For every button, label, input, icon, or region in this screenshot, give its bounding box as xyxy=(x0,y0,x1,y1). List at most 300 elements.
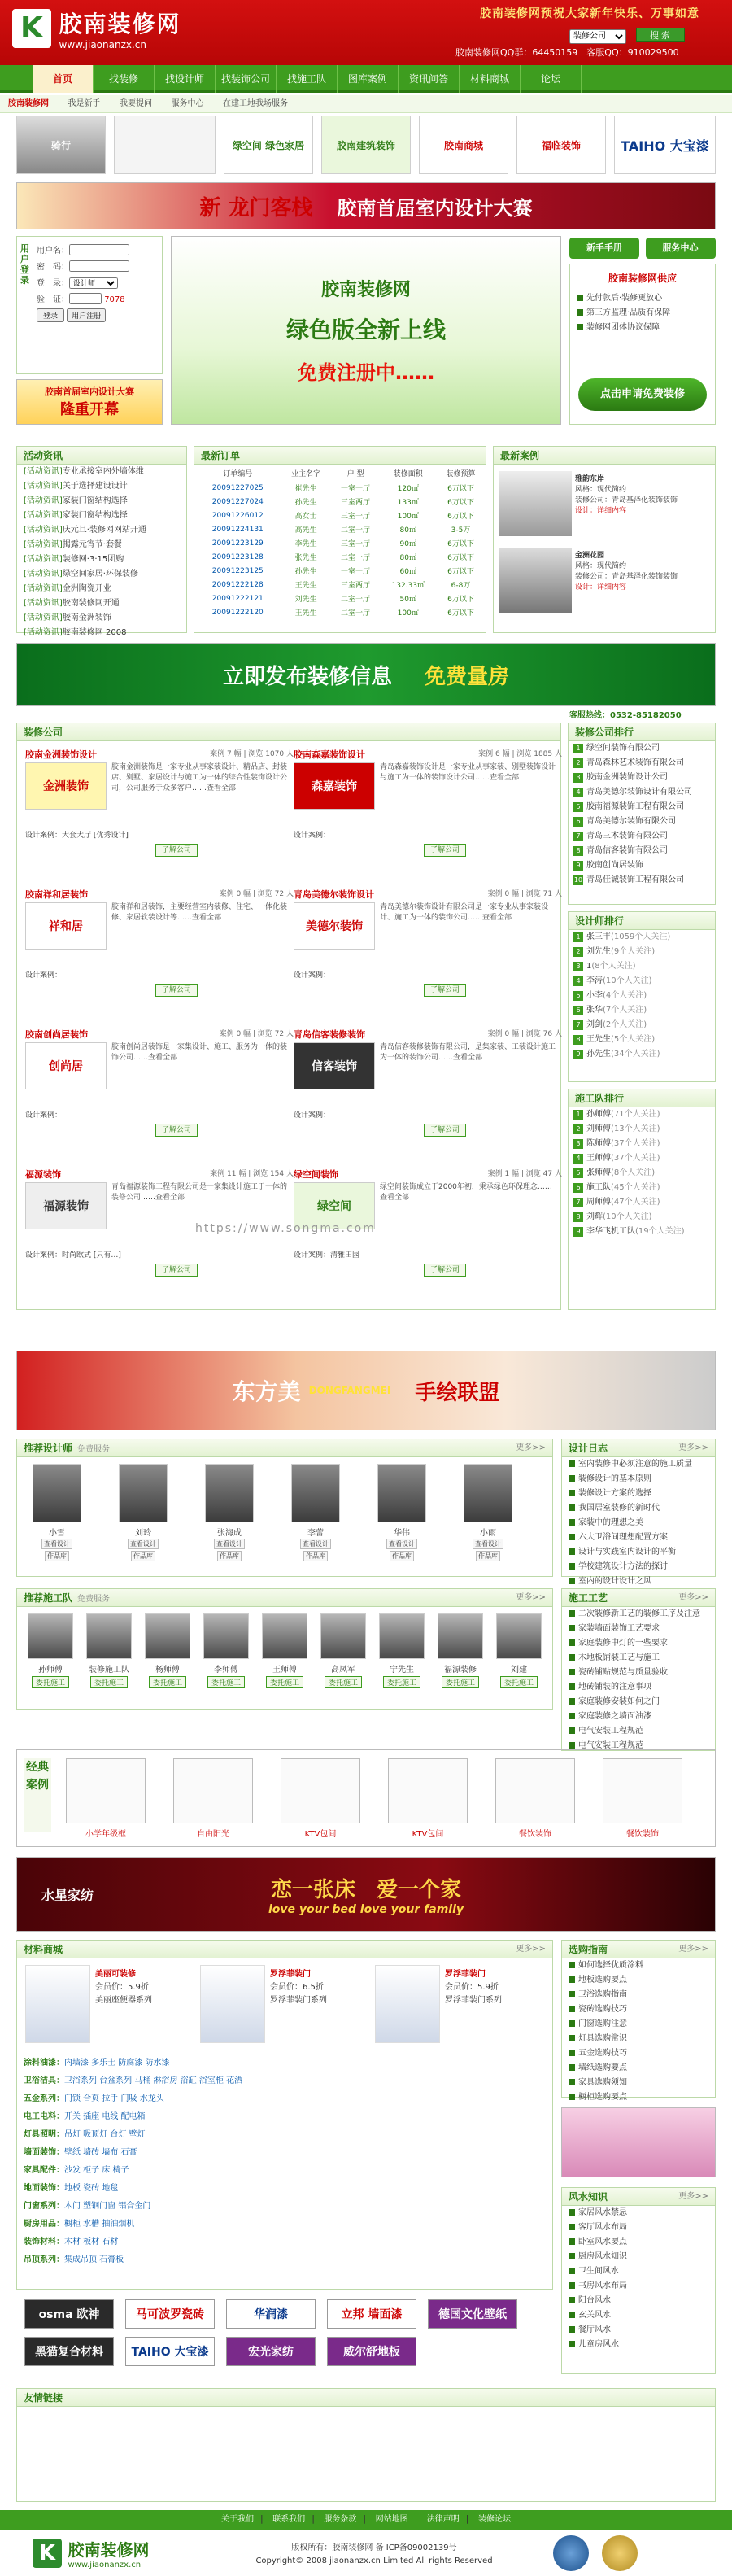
list-item[interactable] xyxy=(562,1607,715,1622)
list-item[interactable] xyxy=(562,1622,715,1636)
footer-link[interactable]: 网站地图 xyxy=(375,2515,408,2524)
firm-logo[interactable]: 美德尔装饰 xyxy=(294,902,375,950)
subnav-item[interactable]: 服务中心 xyxy=(171,99,204,108)
designer-photo[interactable] xyxy=(33,1464,81,1522)
case-caption[interactable]: KTV包间 xyxy=(304,1830,337,1839)
dongfangmei-en: DONGFANGMEI xyxy=(308,1385,391,1396)
list-item[interactable] xyxy=(562,2250,715,2264)
case-image[interactable] xyxy=(173,1758,253,1823)
rank-item[interactable] xyxy=(569,771,715,785)
list-item[interactable] xyxy=(562,2002,715,2017)
list-item[interactable] xyxy=(562,1457,715,1472)
designer-photo[interactable] xyxy=(377,1464,426,1522)
nav-news[interactable]: 资讯问答 xyxy=(399,65,460,93)
news-item[interactable] xyxy=(17,626,186,640)
news-item[interactable] xyxy=(17,611,186,626)
table-row[interactable] xyxy=(194,592,486,605)
case-card[interactable] xyxy=(173,1758,253,1839)
buy-guide-more-link[interactable]: 更多>> xyxy=(678,1945,708,1954)
publish-info-banner[interactable] xyxy=(16,643,716,706)
ad-tile-bike[interactable] xyxy=(114,116,216,174)
hire-team-button[interactable]: 委托施工 xyxy=(383,1676,420,1688)
police-badge-icon[interactable] xyxy=(602,2535,638,2571)
list-item[interactable] xyxy=(562,2206,715,2220)
list-item[interactable] xyxy=(562,2294,715,2308)
list-item[interactable] xyxy=(562,1709,715,1724)
hire-team-button[interactable]: 委托施工 xyxy=(207,1676,245,1688)
rank-item[interactable] xyxy=(569,959,715,974)
list-item[interactable] xyxy=(562,1680,715,1695)
role-select[interactable] xyxy=(69,277,118,289)
learn-company-button[interactable]: 了解公司 xyxy=(424,844,466,857)
material-category-items[interactable]: 地板 瓷砖 地毯 xyxy=(64,2184,119,2193)
material-category[interactable] xyxy=(17,2233,552,2251)
latest-case-image[interactable] xyxy=(499,471,572,536)
rank-item[interactable] xyxy=(569,1047,715,1062)
ad-tile[interactable]: 福临装饰 xyxy=(516,116,606,174)
rank-item[interactable] xyxy=(569,1181,715,1195)
firm-name[interactable]: 胶南创尚居装饰 xyxy=(25,1029,88,1040)
brand-logo[interactable]: 威尔舒地板 xyxy=(327,2337,416,2366)
firm-logo[interactable]: 信客装饰 xyxy=(294,1042,375,1089)
rank-item[interactable] xyxy=(569,785,715,800)
table-row[interactable] xyxy=(194,564,486,578)
rank-item[interactable] xyxy=(569,844,715,858)
material-category[interactable] xyxy=(17,2198,552,2216)
list-item[interactable] xyxy=(562,2264,715,2279)
portfolio-button[interactable]: 作品库 xyxy=(390,1551,414,1561)
news-item[interactable] xyxy=(17,596,186,611)
news-item[interactable] xyxy=(17,538,186,552)
designer-card[interactable] xyxy=(373,1464,430,1562)
list-item[interactable] xyxy=(562,2090,715,2105)
view-design-button[interactable]: 查看设计 xyxy=(128,1539,159,1549)
list-item[interactable] xyxy=(562,2076,715,2090)
firm-name[interactable]: 胶南金洲装饰设计 xyxy=(25,749,97,760)
material-category[interactable] xyxy=(17,2216,552,2233)
designer-photo[interactable] xyxy=(291,1464,340,1522)
material-category-items[interactable]: 内墙漆 多乐士 防腐漆 防水漆 xyxy=(64,2059,170,2067)
footer-link[interactable]: 关于我们 xyxy=(220,2515,254,2524)
brand-logo[interactable]: 黑猫复合材料 xyxy=(24,2337,114,2366)
brand-logo[interactable]: 德国文化壁纸 xyxy=(428,2299,517,2329)
list-item[interactable] xyxy=(562,2235,715,2250)
material-category[interactable] xyxy=(17,2251,552,2269)
latest-case-image[interactable] xyxy=(499,548,572,613)
designer-card[interactable] xyxy=(201,1464,258,1562)
material-category[interactable] xyxy=(17,2072,552,2090)
table-cell: 孙先生 xyxy=(294,568,317,576)
latest-case-name[interactable]: 雅韵东岸 xyxy=(575,475,605,483)
search-button[interactable]: 搜 索 xyxy=(636,28,685,42)
view-design-button[interactable]: 查看设计 xyxy=(300,1539,331,1549)
firm-logo[interactable]: 福源装饰 xyxy=(25,1182,107,1229)
footer-link[interactable]: 联系我们 xyxy=(272,2515,306,2524)
rank-item[interactable] xyxy=(569,756,715,771)
material-category-items[interactable]: 橱柜 水槽 抽油烟机 xyxy=(64,2220,135,2229)
footer-link[interactable]: 法律声明 xyxy=(426,2515,460,2524)
footer-logo[interactable] xyxy=(33,2537,150,2569)
bullet-icon xyxy=(569,2312,575,2318)
firm-header xyxy=(25,888,294,901)
materials-more-link[interactable]: 更多>> xyxy=(516,1945,546,1954)
case-card[interactable] xyxy=(495,1758,575,1839)
login-button[interactable]: 登录 xyxy=(37,308,64,322)
table-row[interactable] xyxy=(194,550,486,564)
team-card[interactable] xyxy=(139,1613,196,1688)
rank-item[interactable] xyxy=(569,1107,715,1122)
diary-more-link[interactable]: 更多>> xyxy=(678,1443,708,1452)
list-item[interactable] xyxy=(562,2279,715,2294)
subnav-item[interactable]: 我要提问 xyxy=(120,99,152,108)
list-item[interactable] xyxy=(562,1973,715,1988)
free-apply-button[interactable]: 点击申请免费装修 xyxy=(578,378,707,411)
firm-name[interactable]: 福源装饰 xyxy=(25,1169,61,1180)
police-badge-icon[interactable] xyxy=(553,2535,589,2571)
team-photo[interactable] xyxy=(86,1613,132,1659)
case-card[interactable] xyxy=(66,1758,146,1839)
portfolio-button[interactable]: 作品库 xyxy=(217,1551,242,1561)
brand-logo[interactable]: 立邦 墙面漆 xyxy=(327,2299,416,2329)
hire-team-button[interactable]: 委托施工 xyxy=(32,1676,69,1688)
case-caption[interactable]: KTV包间 xyxy=(412,1830,444,1839)
product-image[interactable] xyxy=(375,1965,440,2043)
table-row[interactable] xyxy=(194,578,486,592)
view-design-button[interactable]: 查看设计 xyxy=(214,1539,245,1549)
material-category[interactable] xyxy=(17,2054,552,2072)
ad-tile[interactable]: 骑行 xyxy=(16,116,106,174)
username-input[interactable] xyxy=(69,244,129,255)
list-item[interactable] xyxy=(562,1651,715,1666)
firm-logo[interactable]: 绿空间 xyxy=(294,1182,375,1229)
team-card[interactable] xyxy=(198,1613,255,1688)
portfolio-button[interactable]: 作品库 xyxy=(45,1551,69,1561)
team-photo[interactable] xyxy=(203,1613,249,1659)
rank-item[interactable] xyxy=(569,814,715,829)
designer-card[interactable] xyxy=(287,1464,344,1562)
material-category[interactable] xyxy=(17,2180,552,2198)
nav-find-decoration[interactable]: 找装修 xyxy=(94,65,155,93)
material-category-items[interactable]: 吊灯 吸顶灯 台灯 壁灯 xyxy=(64,2130,146,2139)
rank-item[interactable] xyxy=(569,1137,715,1151)
list-item[interactable] xyxy=(562,1695,715,1709)
designer-card[interactable] xyxy=(460,1464,516,1562)
table-row[interactable] xyxy=(194,481,486,495)
material-category[interactable] xyxy=(17,2162,552,2180)
product-name[interactable]: 美丽可装修 xyxy=(95,1970,136,1979)
material-category-items[interactable]: 壁纸 墙砖 墙布 石膏 xyxy=(64,2148,137,2157)
rank-item[interactable] xyxy=(569,1195,715,1210)
construction-more-link[interactable]: 更多>> xyxy=(678,1593,708,1602)
learn-company-button[interactable]: 了解公司 xyxy=(424,1264,466,1277)
contest-promo[interactable] xyxy=(16,379,163,425)
case-caption[interactable]: 餐饮装饰 xyxy=(519,1830,551,1839)
list-item[interactable] xyxy=(562,1666,715,1680)
list-item[interactable] xyxy=(562,1530,715,1545)
latest-case-link[interactable]: 设计：详细内容 xyxy=(575,583,627,592)
list-item[interactable] xyxy=(562,2032,715,2046)
firm-logo[interactable]: 祥和居 xyxy=(25,902,107,950)
list-item[interactable] xyxy=(562,1988,715,2002)
learn-company-button[interactable]: 了解公司 xyxy=(424,984,466,997)
nav-mall[interactable]: 材料商城 xyxy=(460,65,521,93)
designer-photo[interactable] xyxy=(205,1464,254,1522)
material-category-items[interactable]: 沙发 柜子 床 椅子 xyxy=(64,2166,129,2175)
bedroom-image[interactable] xyxy=(561,2107,716,2177)
brand-logo[interactable]: 马可波罗瓷砖 xyxy=(125,2299,215,2329)
material-category-items[interactable]: 集成吊顶 石膏板 xyxy=(64,2255,124,2264)
list-item[interactable] xyxy=(562,2323,715,2338)
news-item[interactable] xyxy=(17,509,186,523)
hire-team-button[interactable]: 委托施工 xyxy=(500,1676,538,1688)
designer-card[interactable] xyxy=(115,1464,172,1562)
case-image[interactable] xyxy=(388,1758,468,1823)
designer-card[interactable] xyxy=(28,1464,85,1562)
case-caption[interactable]: 餐饮装饰 xyxy=(626,1830,659,1839)
list-item-text: 餐厅风水 xyxy=(578,2325,611,2334)
brand-logo[interactable]: 华润漆 xyxy=(226,2299,316,2329)
team-photo[interactable] xyxy=(145,1613,190,1659)
product-card[interactable] xyxy=(200,1965,367,2046)
team-card[interactable] xyxy=(81,1613,137,1688)
material-category[interactable] xyxy=(17,2090,552,2108)
firm-logo[interactable]: 金洲装饰 xyxy=(25,762,107,810)
material-category[interactable] xyxy=(17,2144,552,2162)
learn-company-button[interactable]: 了解公司 xyxy=(155,1264,198,1277)
firm-name[interactable]: 绿空间装饰 xyxy=(294,1169,338,1180)
news-item[interactable] xyxy=(17,494,186,509)
material-category-items[interactable]: 木门 塑钢门窗 铝合金门 xyxy=(64,2202,151,2211)
rank-item[interactable] xyxy=(569,1018,715,1033)
ad-tile[interactable]: 绿空间 绿色家居 xyxy=(224,116,313,174)
rank-item[interactable] xyxy=(569,829,715,844)
view-design-button[interactable]: 查看设计 xyxy=(473,1539,503,1549)
list-item[interactable] xyxy=(562,2046,715,2061)
firm-logo[interactable]: 创尚居 xyxy=(25,1042,107,1089)
rank-item[interactable] xyxy=(569,1122,715,1137)
service-center-button[interactable]: 服务中心 xyxy=(646,238,716,259)
rank-item[interactable] xyxy=(569,1210,715,1225)
news-item[interactable] xyxy=(17,479,186,494)
news-item[interactable] xyxy=(17,523,186,538)
news-item[interactable] xyxy=(17,552,186,567)
fengshui-more-link[interactable]: 更多>> xyxy=(678,2192,708,2201)
learn-company-button[interactable]: 了解公司 xyxy=(424,1124,466,1137)
firm-name[interactable]: 青岛美德尔装饰设计 xyxy=(294,889,374,900)
product-card[interactable] xyxy=(25,1965,192,2046)
view-design-button[interactable]: 查看设计 xyxy=(386,1539,417,1549)
list-item[interactable] xyxy=(562,1958,715,1973)
view-design-button[interactable]: 查看设计 xyxy=(41,1539,72,1549)
rank-item[interactable] xyxy=(569,989,715,1003)
news-item[interactable] xyxy=(17,582,186,596)
rank-item[interactable] xyxy=(569,974,715,989)
team-photo[interactable] xyxy=(379,1613,425,1659)
rank-number: 5 xyxy=(573,802,583,812)
case-caption[interactable]: 自由阳光 xyxy=(197,1830,229,1839)
ad-tile[interactable]: 胶南商城 xyxy=(419,116,508,174)
learn-company-button[interactable]: 了解公司 xyxy=(155,984,198,997)
password-input[interactable] xyxy=(69,260,129,272)
material-category-items[interactable]: 门锁 合页 拉手 门吸 水龙头 xyxy=(64,2094,164,2103)
rank-item[interactable] xyxy=(569,930,715,945)
nav-find-designer[interactable]: 找设计师 xyxy=(155,65,216,93)
ad-tile[interactable]: 胶南建筑装饰 xyxy=(321,116,411,174)
latest-case-link[interactable]: 设计：详细内容 xyxy=(575,507,627,515)
brand-logo[interactable]: TAIHO 大宝漆 xyxy=(125,2337,215,2366)
team-photo[interactable] xyxy=(28,1613,73,1659)
list-item[interactable] xyxy=(562,2308,715,2323)
search-category-select[interactable] xyxy=(569,29,626,44)
learn-company-button[interactable]: 了解公司 xyxy=(155,1124,198,1137)
designers-more-link[interactable]: 更多>> xyxy=(516,1443,546,1452)
news-item[interactable] xyxy=(17,465,186,479)
nav-gallery[interactable]: 图库案例 xyxy=(338,65,399,93)
case-card[interactable] xyxy=(388,1758,468,1839)
rank-item[interactable] xyxy=(569,1166,715,1181)
list-item[interactable] xyxy=(562,1574,715,1589)
news-item[interactable] xyxy=(17,567,186,582)
product-card[interactable] xyxy=(375,1965,542,2046)
rank-item[interactable] xyxy=(569,800,715,814)
table-cell: 刘先生 xyxy=(294,596,317,604)
rank-item[interactable] xyxy=(569,945,715,959)
team-photo[interactable] xyxy=(496,1613,542,1659)
brand-logo[interactable]: osma 欧神 xyxy=(24,2299,114,2329)
list-item[interactable] xyxy=(562,2061,715,2076)
team-photo[interactable] xyxy=(438,1613,483,1659)
product-name[interactable]: 罗浮菲装门 xyxy=(445,1970,486,1979)
rank-item[interactable] xyxy=(569,873,715,888)
team-card[interactable] xyxy=(490,1613,547,1688)
table-row[interactable] xyxy=(194,495,486,509)
nav-find-company[interactable]: 找装饰公司 xyxy=(216,65,277,93)
list-item[interactable] xyxy=(562,2017,715,2032)
team-photo[interactable] xyxy=(320,1613,366,1659)
product-image[interactable] xyxy=(200,1965,265,2043)
team-card[interactable] xyxy=(432,1613,489,1688)
portfolio-button[interactable]: 作品库 xyxy=(303,1551,328,1561)
register-button[interactable]: 用户注册 xyxy=(67,308,106,322)
designer-photo[interactable] xyxy=(119,1464,168,1522)
learn-company-button[interactable]: 了解公司 xyxy=(155,844,198,857)
firm-name[interactable]: 青岛信客装修装饰 xyxy=(294,1029,365,1040)
product-name[interactable]: 罗浮菲装门 xyxy=(270,1970,311,1979)
material-category-items[interactable]: 卫浴系列 台盆系列 马桶 淋浴房 浴缸 浴室柜 花洒 xyxy=(64,2076,243,2085)
team-photo[interactable] xyxy=(262,1613,307,1659)
rank-item[interactable] xyxy=(569,1033,715,1047)
firm-description: 青岛森嘉装饰设计是一家专业从事家装、别墅装饰设计与施工为一体的装饰设计公司……查看全部 xyxy=(380,763,556,782)
hire-team-button[interactable]: 委托施工 xyxy=(325,1676,362,1688)
portfolio-button[interactable]: 作品库 xyxy=(476,1551,500,1561)
list-item[interactable] xyxy=(562,1724,715,1739)
case-card[interactable] xyxy=(281,1758,360,1839)
case-image[interactable] xyxy=(281,1758,360,1823)
newbie-manual-button[interactable]: 新手手册 xyxy=(569,238,639,259)
rank-number: 9 xyxy=(573,1227,583,1237)
team-card[interactable] xyxy=(373,1613,430,1688)
case-caption[interactable]: 小学年级框 xyxy=(85,1830,126,1839)
list-item[interactable] xyxy=(562,1516,715,1530)
material-category[interactable] xyxy=(17,2126,552,2144)
list-item[interactable] xyxy=(562,1501,715,1516)
rank-item[interactable] xyxy=(569,1151,715,1166)
case-image[interactable] xyxy=(603,1758,682,1823)
mercury-slogan-en: love your bed love your family xyxy=(268,1902,464,1916)
brand-logo[interactable]: 宏光家纺 xyxy=(226,2337,316,2366)
firm-logo[interactable]: 森嘉装饰 xyxy=(294,762,375,810)
rank-item[interactable] xyxy=(569,741,715,756)
teams-more-link[interactable]: 更多>> xyxy=(516,1593,546,1602)
hire-team-button[interactable]: 委托施工 xyxy=(149,1676,186,1688)
rank-item[interactable] xyxy=(569,1003,715,1018)
table-row[interactable] xyxy=(194,509,486,522)
subnav-item[interactable]: 我是新手 xyxy=(68,99,101,108)
list-item[interactable] xyxy=(562,1545,715,1560)
hire-team-button[interactable]: 委托施工 xyxy=(90,1676,128,1688)
latest-case-name[interactable]: 金洲花园 xyxy=(575,552,605,560)
product-image[interactable] xyxy=(25,1965,90,2043)
nav-forum[interactable]: 论坛 xyxy=(521,65,582,93)
team-card[interactable] xyxy=(315,1613,372,1688)
rank-item[interactable] xyxy=(569,858,715,873)
rank-item[interactable] xyxy=(569,1225,715,1239)
team-card[interactable] xyxy=(22,1613,79,1688)
list-item[interactable] xyxy=(562,2338,715,2352)
table-cell: 133㎡ xyxy=(397,499,419,507)
firm-name[interactable]: 胶南祥和居装饰 xyxy=(25,889,88,900)
contest-banner[interactable] xyxy=(16,182,716,229)
mercury-banner[interactable] xyxy=(16,1857,716,1932)
list-item[interactable] xyxy=(562,1636,715,1651)
table-row[interactable] xyxy=(194,536,486,550)
case-card[interactable] xyxy=(603,1758,682,1839)
green-launch-banner[interactable] xyxy=(171,236,561,425)
captcha-input[interactable] xyxy=(69,293,102,304)
hire-team-button[interactable]: 委托施工 xyxy=(266,1676,303,1688)
list-item[interactable] xyxy=(562,1472,715,1487)
site-logo[interactable] xyxy=(12,7,199,57)
portfolio-button[interactable]: 作品库 xyxy=(131,1551,155,1561)
table-row[interactable] xyxy=(194,522,486,536)
list-item[interactable] xyxy=(562,1560,715,1574)
firm-name[interactable]: 胶南森嘉装饰设计 xyxy=(294,749,365,760)
material-category-items[interactable]: 开关 插座 电线 配电箱 xyxy=(64,2112,146,2121)
designer-name: 小雨 xyxy=(480,1529,496,1538)
footer-link[interactable]: 服务条款 xyxy=(324,2515,357,2524)
hire-team-button[interactable]: 委托施工 xyxy=(442,1676,479,1688)
designer-photo[interactable] xyxy=(464,1464,512,1522)
firm-design-cases: 设计案例： xyxy=(294,971,331,980)
subnav-item[interactable]: 在建工地我场服务 xyxy=(223,99,288,108)
rank-count: (8个人关注) xyxy=(591,962,636,971)
team-card[interactable] xyxy=(256,1613,313,1688)
footer-link[interactable]: 装修论坛 xyxy=(478,2515,511,2524)
table-row[interactable] xyxy=(194,605,486,619)
material-category[interactable] xyxy=(17,2108,552,2126)
news-text: 庆元旦·装修网网站开通 xyxy=(62,526,146,535)
product-price: 会员价：6.5折 xyxy=(270,1983,324,1992)
case-image[interactable] xyxy=(66,1758,146,1823)
nav-home[interactable]: 首页 xyxy=(33,65,94,93)
dongfangmei-banner[interactable] xyxy=(16,1351,716,1430)
material-category-items[interactable]: 木材 板材 石材 xyxy=(64,2238,119,2246)
nav-find-team[interactable]: 找施工队 xyxy=(277,65,338,93)
list-item[interactable] xyxy=(562,2220,715,2235)
case-image[interactable] xyxy=(495,1758,575,1823)
list-item[interactable] xyxy=(562,1487,715,1501)
ad-tile[interactable]: TAIHO 大宝漆 xyxy=(614,116,716,174)
